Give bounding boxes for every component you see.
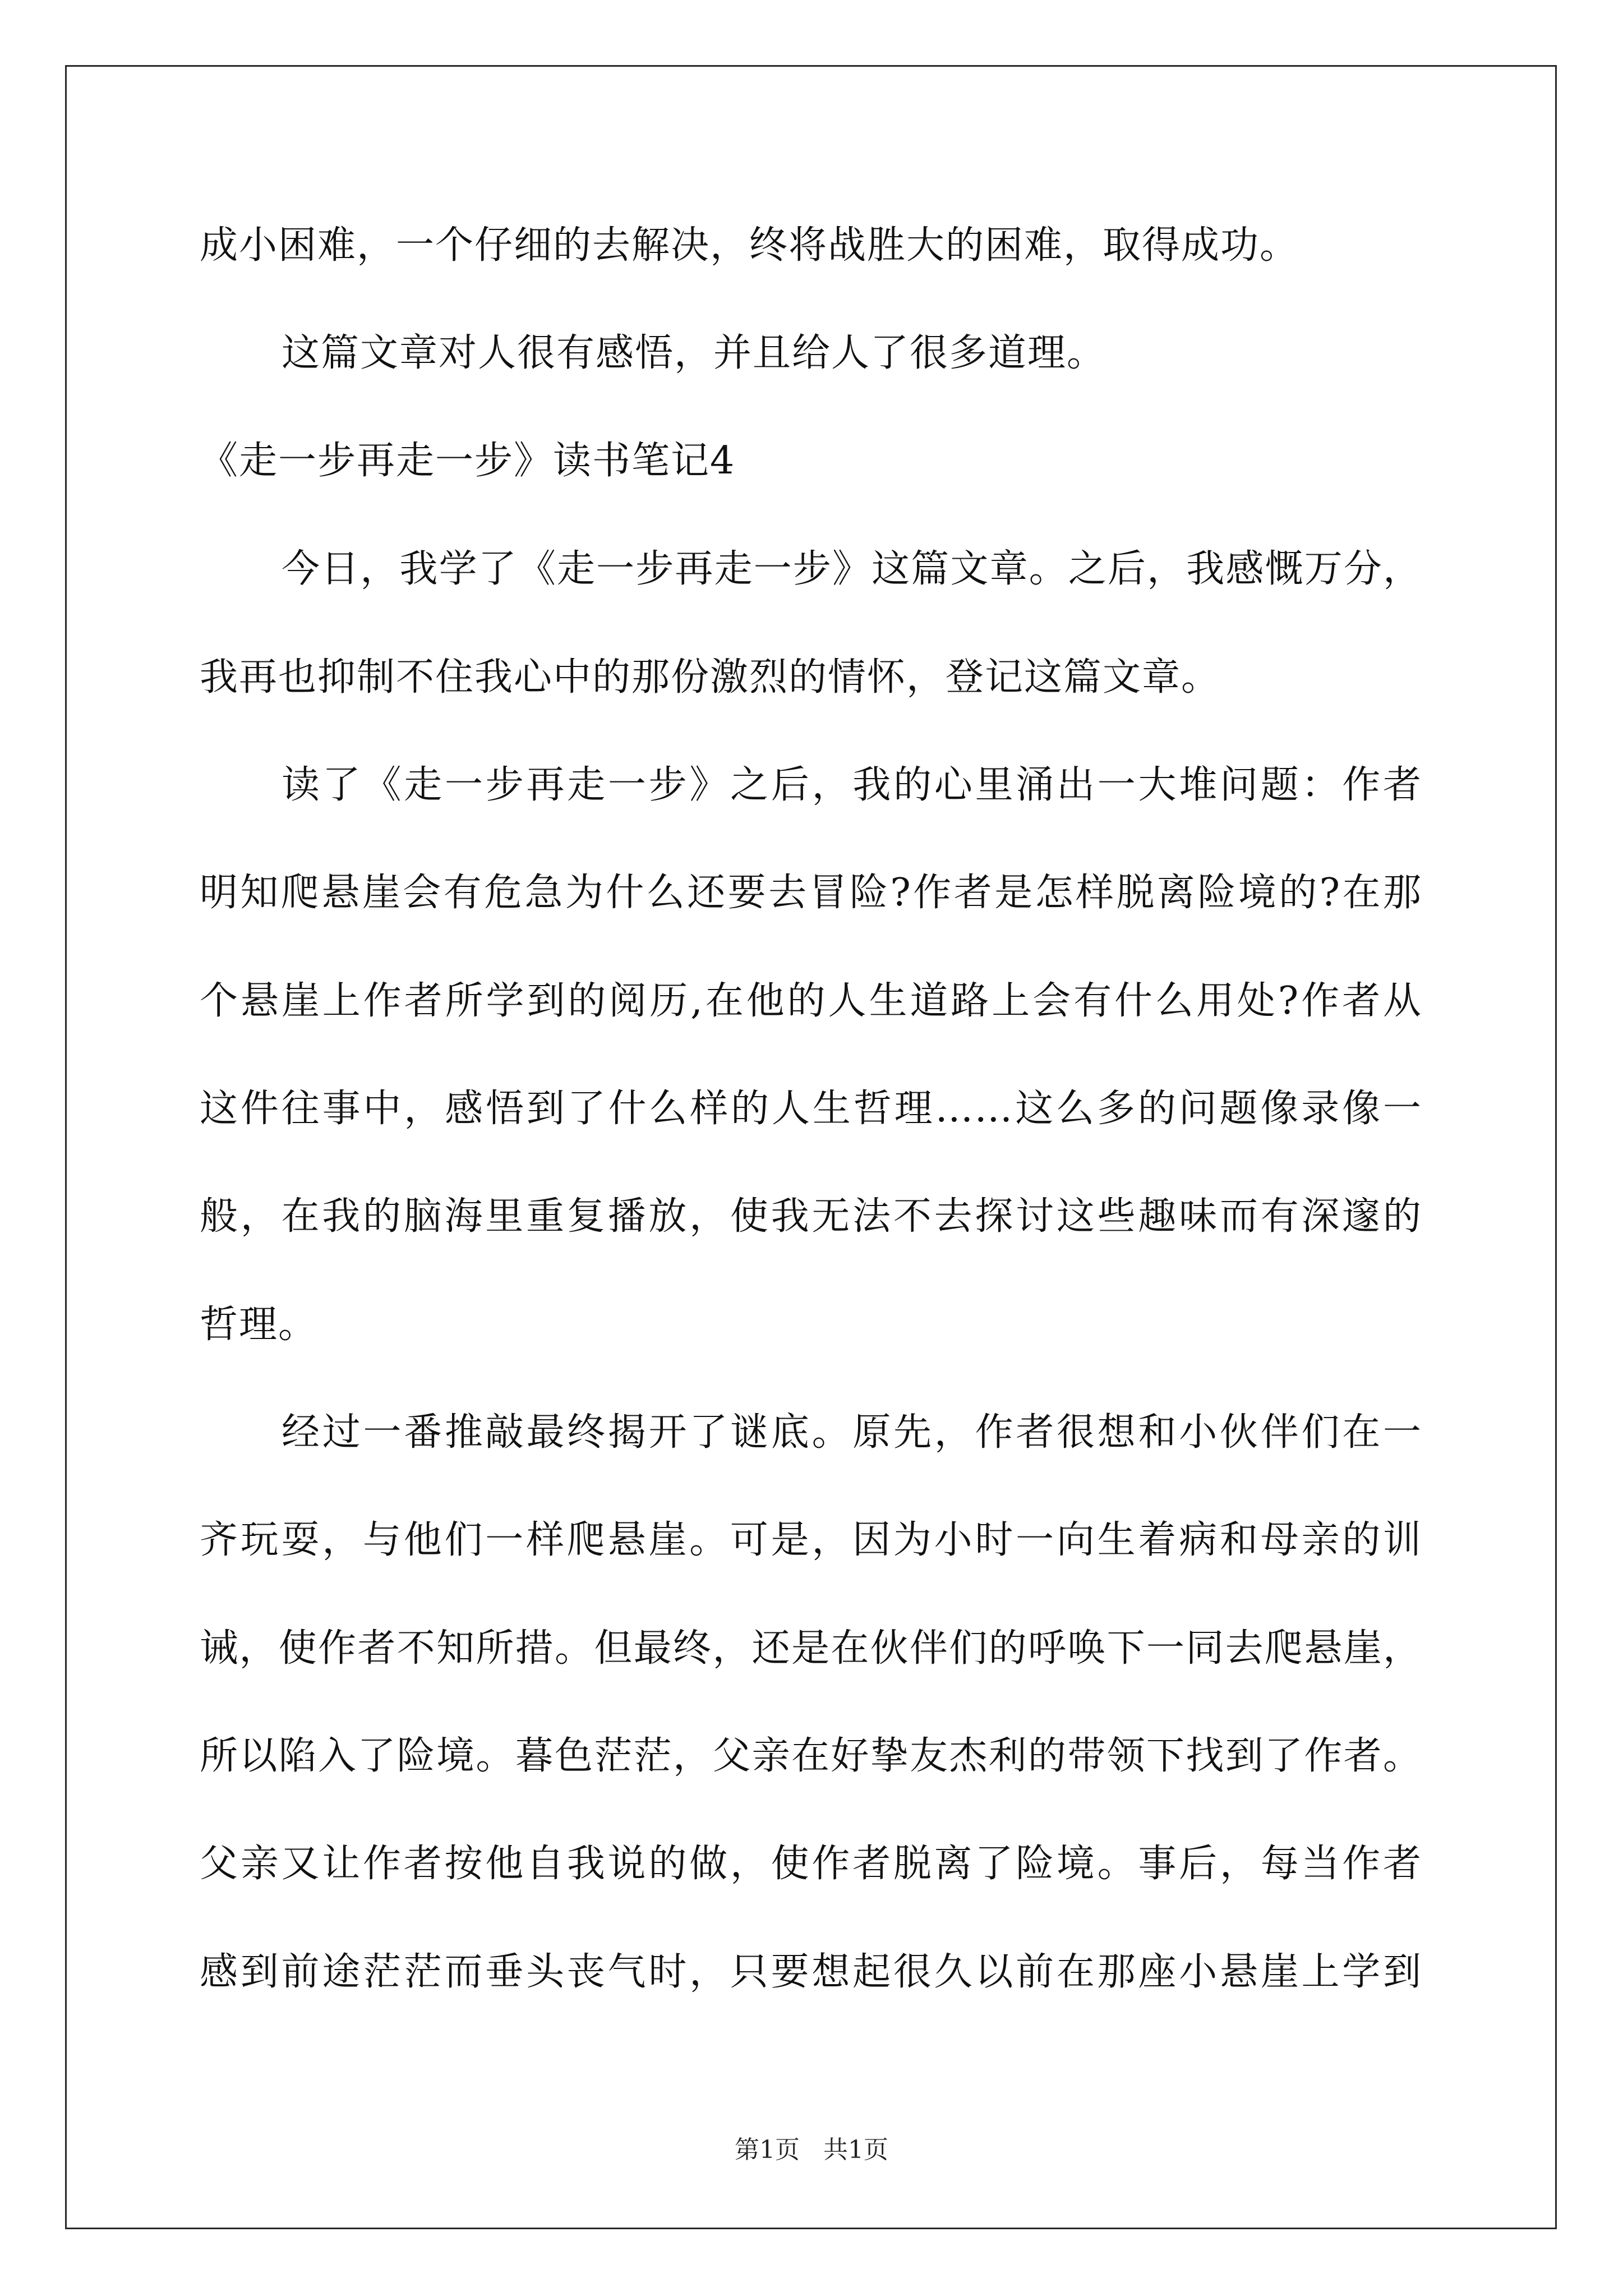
text-line: 成小困难，一个仔细的去解决，终将战胜大的困难，取得成功。	[200, 223, 1299, 268]
text-line: 哲理。	[200, 1303, 318, 1347]
text-line: 这件往事中，感悟到了什么样的人生哲理……这么多的问题像录像一	[200, 1087, 1422, 1131]
text-line: 这篇文章对人很有感悟，并且给人了很多道理。	[282, 331, 1106, 375]
text-line: 所以陷入了险境。暮色茫茫，父亲在好挚友杰利的带领下找到了作者。	[200, 1734, 1422, 1778]
text-line: 经过一番推敲最终揭开了谜底。原先，作者很想和小伙伴们在一	[282, 1410, 1422, 1455]
page-number-footer: 第1页 共1页	[735, 2136, 888, 2164]
text-line: 感到前途茫茫而垂头丧气时，只要想起很久以前在那座小悬崖上学到	[200, 1950, 1422, 1994]
text-line: 明知爬悬崖会有危急为什么还要去冒险?作者是怎样脱离险境的?在那	[200, 871, 1422, 915]
text-line: 父亲又让作者按他自我说的做，使作者脱离了险境。事后，每当作者	[200, 1842, 1422, 1886]
text-line: 我再也抑制不住我心中的那份激烈的情怀，登记这篇文章。	[200, 655, 1221, 700]
text-line: 读了《走一步再走一步》之后，我的心里涌出一大堆问题：作者	[282, 763, 1422, 807]
text-line: 今日，我学了《走一步再走一步》这篇文章。之后，我感慨万分，	[282, 547, 1422, 591]
section-heading: 《走一步再走一步》读书笔记4	[200, 439, 736, 483]
text-line: 诫，使作者不知所措。但最终，还是在伙伴们的呼唤下一同去爬悬崖，	[200, 1626, 1422, 1671]
text-line: 齐玩耍，与他们一样爬悬崖。可是，因为小时一向生着病和母亲的训	[200, 1518, 1422, 1562]
text-line: 般，在我的脑海里重复播放，使我无法不去探讨这些趣味而有深邃的	[200, 1194, 1422, 1239]
page-border	[65, 65, 1557, 2229]
text-line: 个悬崖上作者所学到的阅历,在他的人生道路上会有什么用处?作者从	[200, 979, 1422, 1023]
